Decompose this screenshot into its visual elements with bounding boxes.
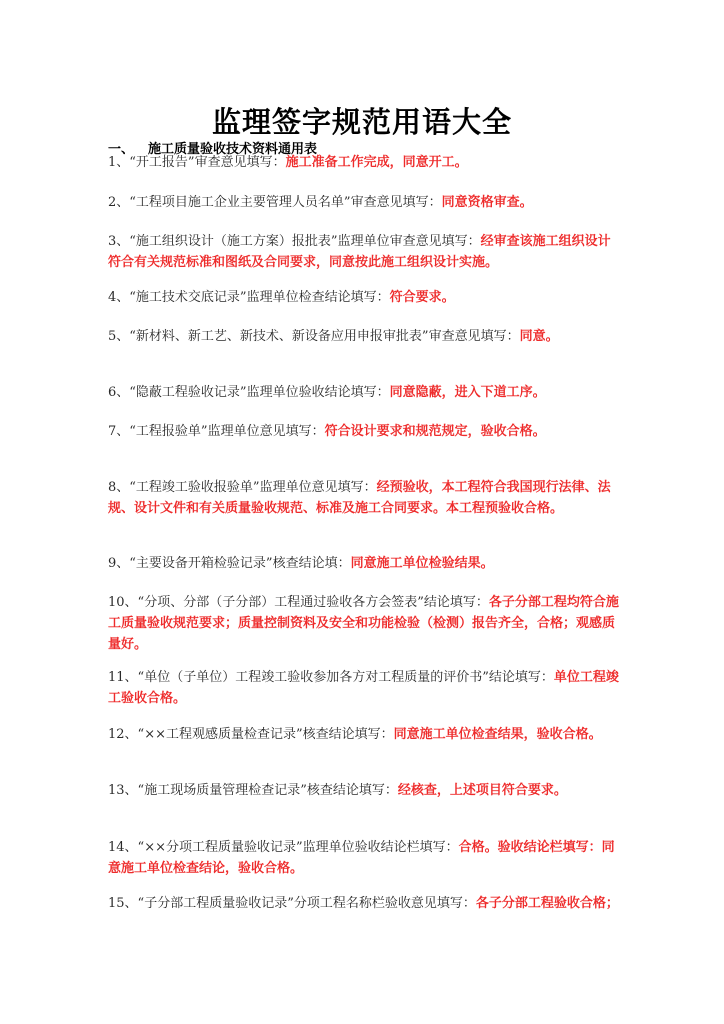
item-answer: 同意。 [519,329,559,344]
item-prompt: 2、“工程项目施工企业主要管理人员名单”审查意见填写： [108,195,442,210]
item-answer: 各子分部工程均符合施工质量验收规范要求；质量控制资料及安全和功能检验（检测）报告齐全，合格；观感质量好。 [108,595,619,652]
item-prompt: 5、“新材料、新工艺、新技术、新设备应用申报审批表”审查意见填写： [108,329,520,344]
page-title: 监理签字规范用语大全 [211,105,512,139]
item-prompt: 1、“开工报告”审查意见填写： [108,155,286,170]
list-item [108,667,620,709]
item-answer: 单位工程竣工验收合格。 [108,670,619,706]
list-item [108,837,620,879]
item-prompt: 11、“单位（子单位）工程竣工验收参加各方对工程质量的评价书”结论填写： [108,670,554,685]
item-answer: 经核查，上述项目符合要求。 [397,783,567,798]
list-item [108,192,620,213]
list-item [108,287,620,308]
list-item [108,421,620,442]
item-answer: 同意施工单位检查结果，验收合格。 [393,727,602,742]
item-prompt: 12、“××工程观感质量检查记录”核查结论填写： [108,727,394,742]
section-heading-text: 施工质量验收技术资料通用表 [148,142,318,157]
item-prompt: 15、“子分部工程质量验收记录”分项工程名称栏验收意见填写： [108,896,476,911]
item-prompt: 13、“施工现场质量管理检查记录”核查结论填写： [108,783,398,798]
list-item [108,893,620,914]
item-prompt: 7、“工程报验单”监理单位意见填写： [108,424,325,439]
item-answer: 经预验收，本工程符合我国现行法律、法规、设计文件和有关质量验收规范、标准及施工合同要求。本工程预验收合格。 [108,480,611,516]
item-answer: 合格。验收结论栏填写：同意施工单位检查结论，验收合格。 [108,840,615,876]
item-prompt: 14、“××分项工程质量验收记录”监理单位验收结论栏填写： [108,840,459,855]
list-item [108,152,620,173]
list-item [108,724,620,745]
item-prompt: 4、“施工技术交底记录”监理单位检查结论填写： [108,290,390,305]
item-prompt: 3、“施工组织设计（施工方案）报批表”监理单位审查意见填写： [108,234,481,249]
list-item [108,231,620,273]
item-answer: 同意资格审查。 [441,195,533,210]
list-item [108,780,620,801]
list-item [108,326,628,347]
section-number: 一、 [108,142,135,157]
list-item [108,592,620,655]
item-answer: 各子分部工程验收合格； [475,896,619,911]
item-prompt: 8、“工程竣工验收报验单”监理单位意见填写： [108,480,377,495]
list-item [108,553,620,574]
item-prompt: 6、“隐蔽工程验收记录”监理单位验收结论填写： [108,385,390,400]
item-answer: 同意施工单位检验结果。 [350,556,494,571]
item-answer: 同意隐蔽，进入下道工序。 [389,385,546,400]
item-answer: 施工准备工作完成，同意开工。 [285,155,468,170]
item-answer: 经审查该施工组织设计符合有关规范标准和图纸及合同要求，同意按此施工组织设计实施。 [108,234,611,270]
item-prompt: 9、“主要设备开箱检验记录”核查结论填： [108,556,351,571]
item-answer: 符合设计要求和规范规定，验收合格。 [324,424,546,439]
list-item [108,477,620,519]
list-item [108,382,620,403]
item-answer: 符合要求。 [389,290,455,305]
item-prompt: 10、“分项、分部（子分部）工程通过验收各方会签表”结论填写： [108,595,489,610]
